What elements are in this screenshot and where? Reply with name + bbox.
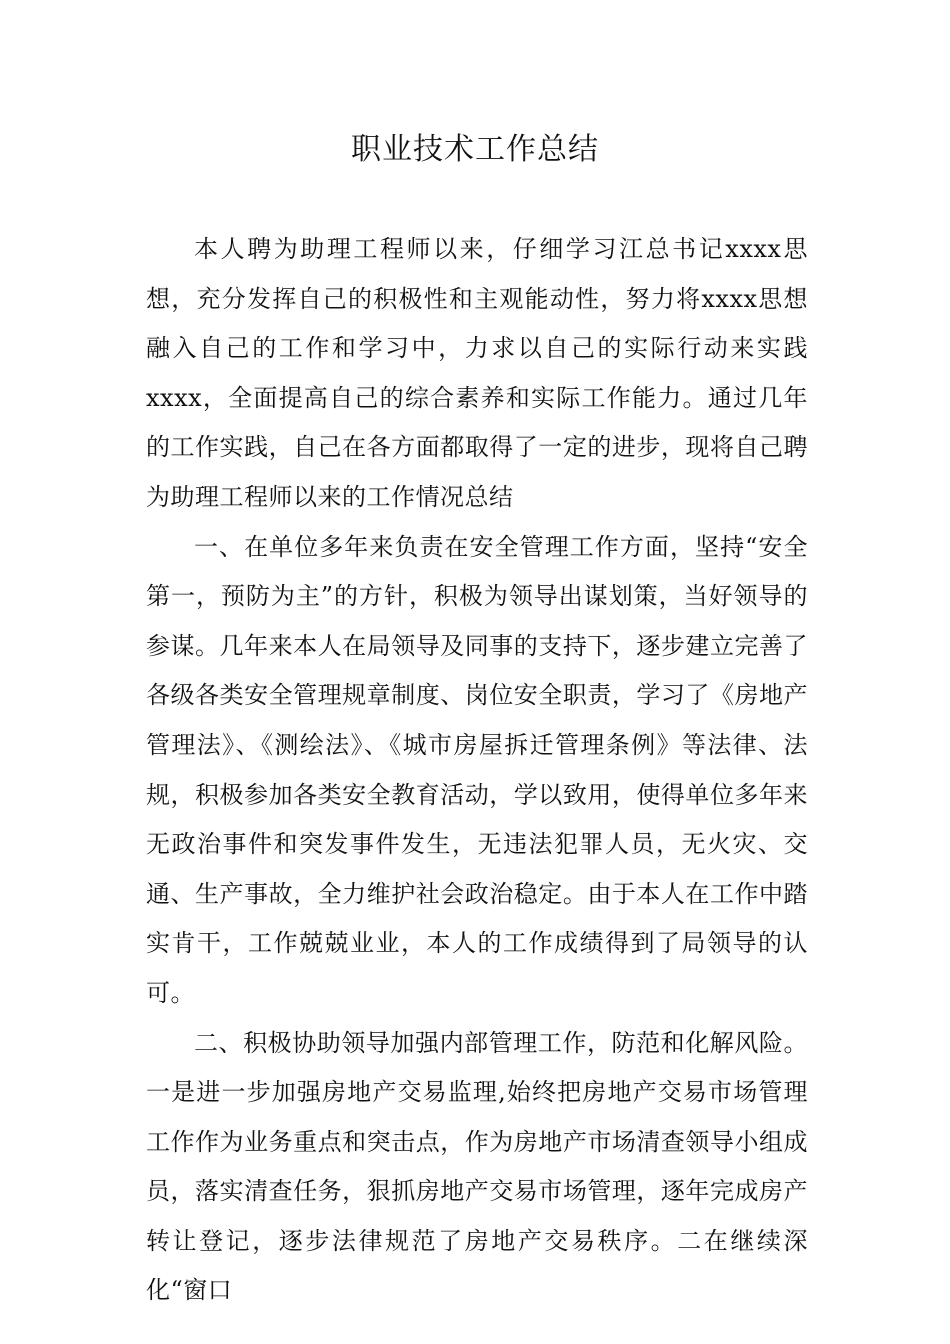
paragraph-safety-management: 一、在单位多年来负责在安全管理工作方面，坚持“安全第一，预防为主”的方针，积极为领导出谋划策，当好领导的参谋。几年来本人在局领导及同事的支持下，逐步建立完善了各级各类安全管理规章制度、岗位安全职责，学习了《房地产管理法》、《测绘法》、《城市房屋拆迁管理条例》等法律、法规，积极参加各类安全教育活动，学以致用，使得单位多年来无政治事件和突发事件发生，无违法犯罪人员，无火灾、交通、生产事故，全力维护社会政治稳定。由于本人在工作中踏实肯干，工作兢兢业业，本人的工作成绩得到了局领导的认可。 <box>146 532 808 1007</box>
paragraph-internal-management: 二、积极协助领导加强内部管理工作，防范和化解风险。一是进一步加强房地产交易监理,始终把房地产交易市场管理工作作为业务重点和突击点，作为房地产市场清查领导小组成员，落实清查任务，狠抓房地产交易市场管理，逐年完成房产转让登记，逐步法律规范了房地产交易秩序。二在继续深化“窗口 <box>146 1028 808 1305</box>
document-body <box>146 225 808 1316</box>
paragraph-intro: 本人聘为助理工程师以来，仔细学习江总书记xxxx思想，充分发挥自己的积极性和主观能动性，努力将xxxx思想融入自己的工作和学习中，力求以自己的实际行动来实践xxxx，全面提高自己的综合素养和实际工作能力。通过几年的工作实践，自己在各方面都取得了一定的进步，现将自己聘为助理工程师以来的工作情况总结 <box>146 235 808 511</box>
document-title: 职业技术工作总结 <box>351 132 599 167</box>
